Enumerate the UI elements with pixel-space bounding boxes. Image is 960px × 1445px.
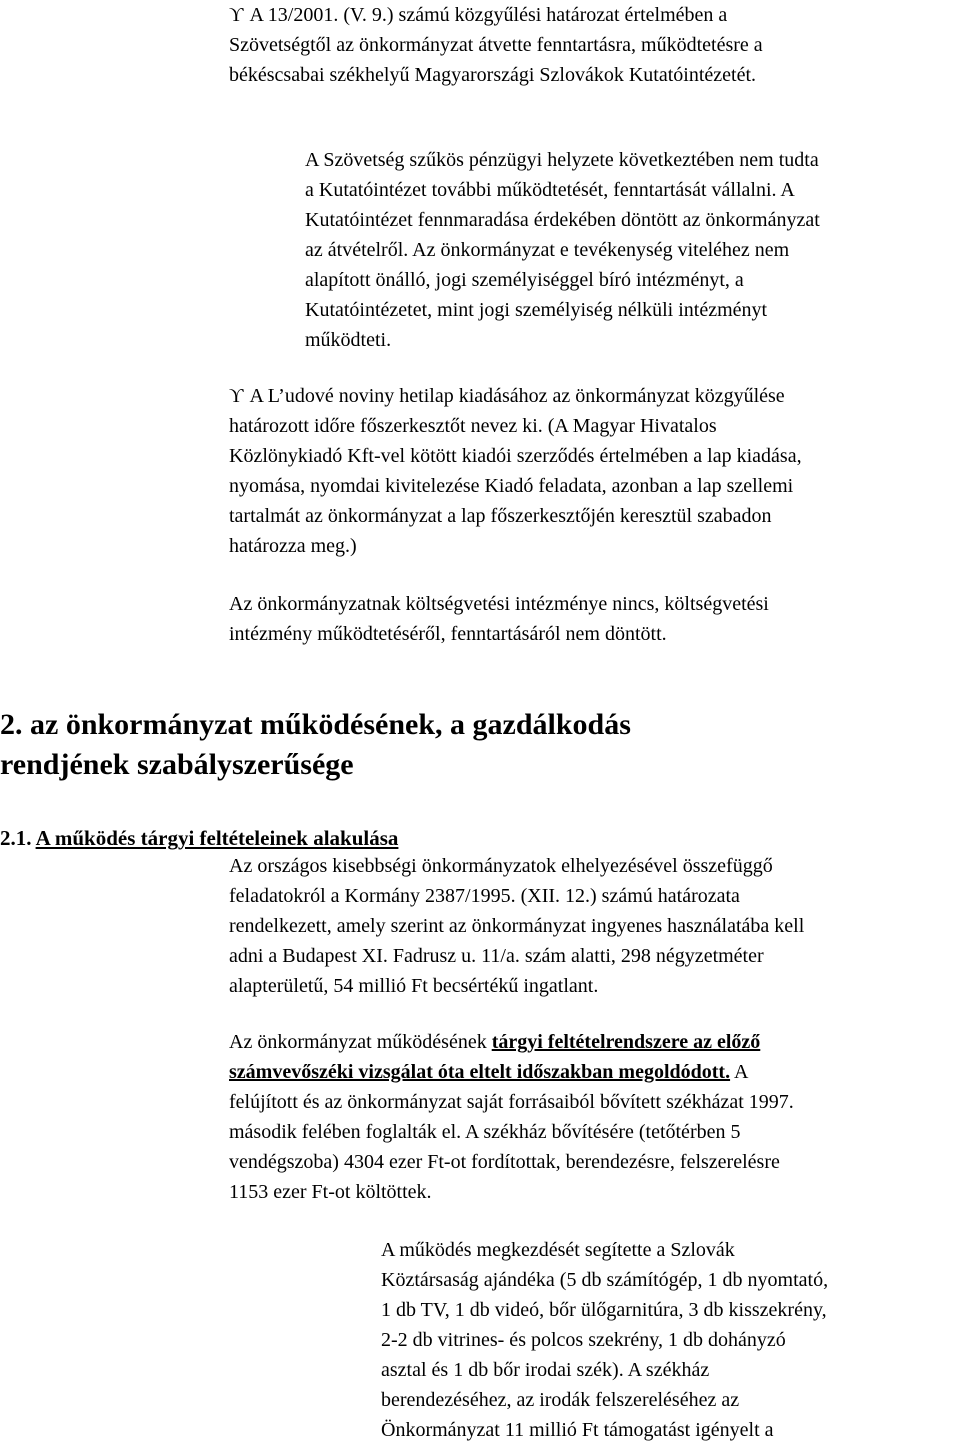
text-line: berendezéséhez, az irodák felszereléséhez az — [381, 1389, 740, 1411]
subsection-heading — [0, 823, 398, 853]
subsection-number: 2.1. — [0, 826, 32, 850]
intro-paragraph — [229, 0, 763, 90]
text-line: Önkormányzat 11 millió Ft támogatást igényelt a — [381, 1419, 774, 1441]
text-line: második felében foglalták el. A székház bővítésére (tetőtérben 5 — [229, 1121, 741, 1143]
text-line: határozza meg.) — [229, 535, 357, 557]
text-line: 2-2 db vitrines- és polcos szekrény, 1 db dohányzó — [381, 1329, 786, 1351]
koltsegvetesi-paragraph — [229, 589, 769, 649]
text-line: Kutatóintézet fennmaradása érdekében döntött az önkormányzat — [305, 209, 820, 231]
text-line: határozott időre főszerkesztőt nevez ki. (A Magyar Hivatalos — [229, 415, 717, 437]
section-heading — [0, 705, 631, 785]
targyi-paragraph — [229, 1027, 794, 1207]
text-line: alapított önálló, jogi személyiséggel bíró intézményt, a — [305, 269, 744, 291]
text-line: adni a Budapest XI. Fadrusz u. 11/a. szám alatti, 298 négyzetméter — [229, 945, 764, 967]
text-line: az átvételről. Az önkormányzat e tevékenység viteléhez nem — [305, 239, 790, 261]
heading-line: rendjének szabályszerűsége — [0, 748, 354, 781]
text-line: Szövetségtől az önkormányzat átvette fenntartásra, működtetésre a — [229, 34, 763, 56]
text-line: vendégszoba) 4304 ezer Ft-ot fordítottak, berendezésre, felszerelésre — [229, 1151, 780, 1173]
text-line: nyomása, nyomdai kivitelezése Kiadó feladata, azonban a lap szellemi — [229, 475, 794, 497]
heading-line: 2. az önkormányzat működésének, a gazdálkodás — [0, 708, 631, 741]
text-line: A Szövetség szűkös pénzügyi helyzete következtében nem tudta — [305, 149, 819, 171]
text-line: ϒ A 13/2001. (V. 9.) számú közgyűlési határozat értelmében a — [229, 0, 763, 30]
text-line: intézmény működtetéséről, fenntartásáról nem döntött. — [229, 623, 667, 645]
text-line: működteti. — [305, 329, 392, 351]
text-line: feladatokról a Kormány 2387/1995. (XII. 12.) számú határozata — [229, 885, 740, 907]
subsection-title: A működés tárgyi feltételeinek alakulása — [35, 826, 399, 850]
ludove-paragraph — [229, 381, 802, 561]
text-line: Az országos kisebbségi önkormányzatok elhelyezésével összefüggő — [229, 855, 773, 877]
text-line: Közlönykiadó Kft-vel kötött kiadói szerződés értelmében a lap kiadása, — [229, 445, 802, 467]
orszagos-paragraph — [229, 851, 804, 1001]
bullet-icon: ϒ — [229, 4, 244, 26]
text-line: számvevőszéki vizsgálat óta eltelt időszakban megoldódott. A — [229, 1061, 749, 1083]
text-line: Az önkormányzatnak költségvetési intézménye nincs, költségvetési — [229, 593, 769, 615]
text-line: 1 db TV, 1 db videó, bőr ülőgarnitúra, 3 db kisszekrény, — [381, 1299, 827, 1321]
bullet-icon: ϒ — [229, 385, 244, 407]
text-line: békéscsabai székhelyű Magyarországi Szlovákok Kutatóintézetét. — [229, 64, 757, 86]
text-line: asztal és 1 db bőr irodai szék). A székház — [381, 1359, 710, 1381]
szovetseg-paragraph — [305, 145, 820, 355]
mukodes-paragraph — [381, 1235, 828, 1445]
text-line: ϒ A L’udové noviny hetilap kiadásához az önkormányzat közgyűlése — [229, 381, 802, 411]
text-line: Köztársaság ajándéka (5 db számítógép, 1 db nyomtató, — [381, 1269, 829, 1291]
text-line: 1153 ezer Ft-ot költöttek. — [229, 1181, 432, 1203]
text-line: rendelkezett, amely szerint az önkormányzat ingyenes használatába kell — [229, 915, 805, 937]
text-line: Az önkormányzat működésének tárgyi feltételrendszere az előző — [229, 1031, 761, 1053]
text-line: Kutatóintézetet, mint jogi személyiség nélküli intézményt — [305, 299, 768, 321]
text-line: alapterületű, 54 millió Ft becsértékű ingatlant. — [229, 975, 599, 997]
text-line: a Kutatóintézet további működtetését, fenntartását vállalni. A — [305, 179, 795, 201]
emphasis-text: számvevőszéki vizsgálat óta eltelt időszakban megoldódott. — [229, 1061, 731, 1083]
text-line: A működés megkezdését segítette a Szlovák — [381, 1239, 735, 1261]
emphasis-text: tárgyi feltételrendszere az előző — [491, 1031, 761, 1053]
text-line: felújított és az önkormányzat saját forrásaiból bővített székházat 1997. — [229, 1091, 794, 1113]
text-line: tartalmát az önkormányzat a lap főszerkesztőjén keresztül szabadon — [229, 505, 772, 527]
